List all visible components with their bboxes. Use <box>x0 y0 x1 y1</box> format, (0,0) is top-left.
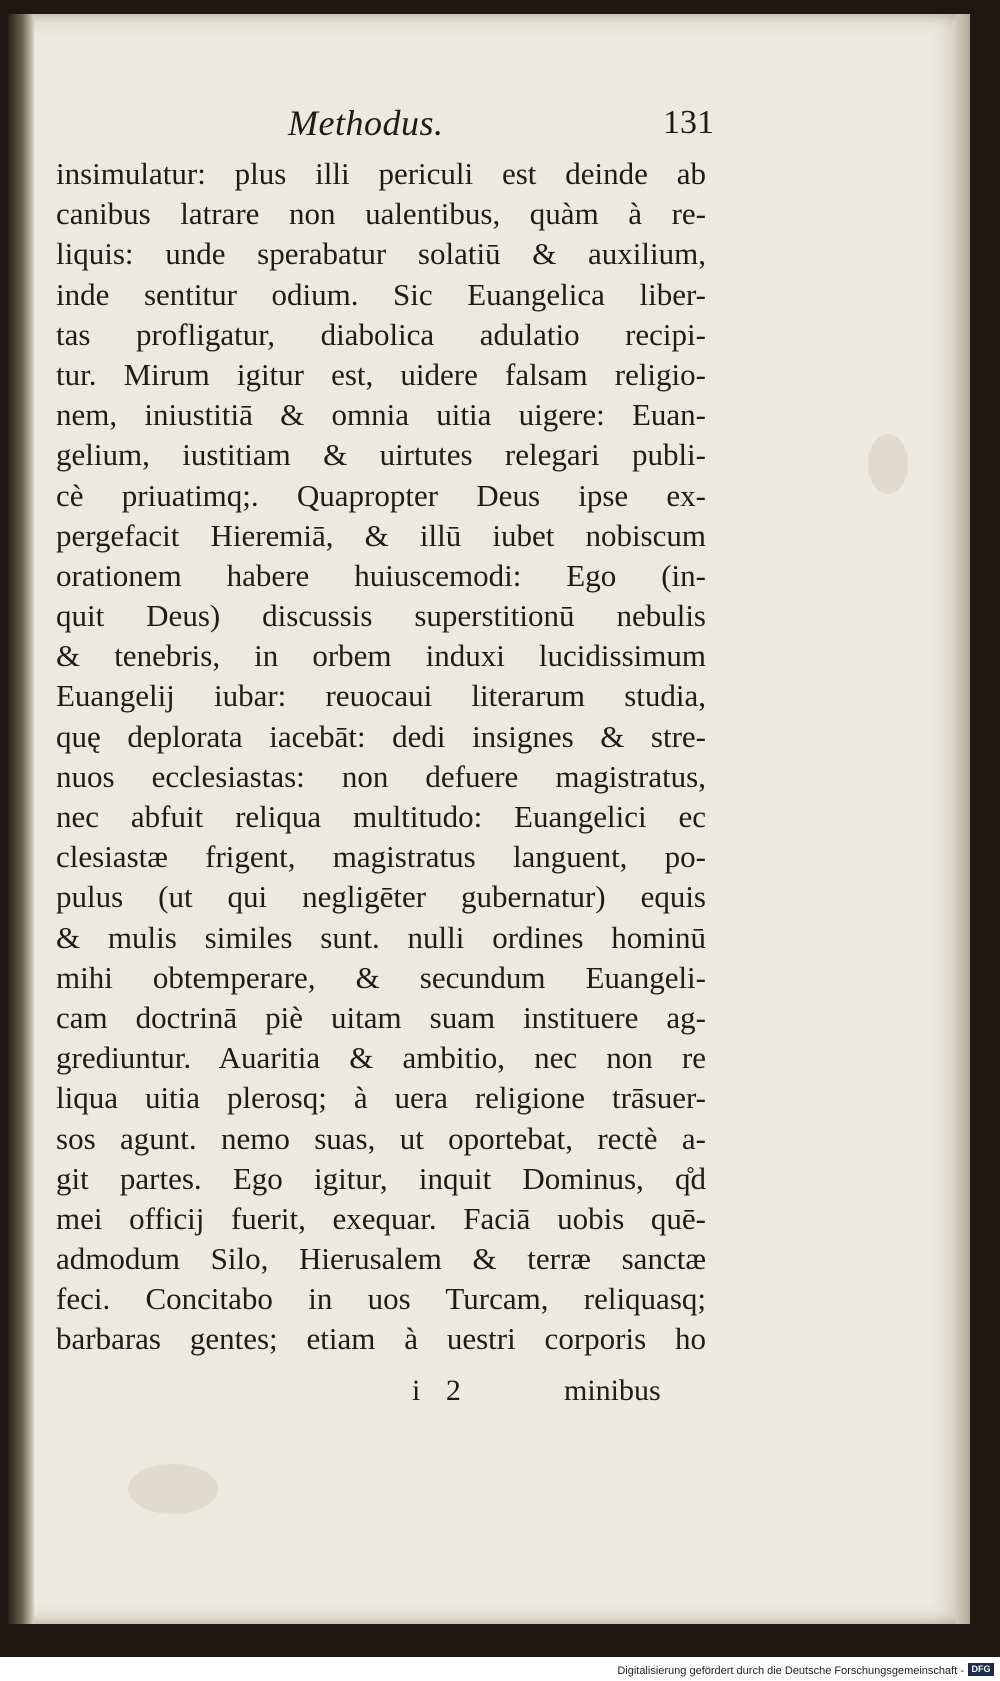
text-line: barbaras gentes; etiam à uestri corporis ho <box>56 1321 706 1357</box>
text-line: pulus (ut qui negligēter gubernatur) equis <box>56 879 706 915</box>
text-line: tas profligatur, diabolica adulatio recipi- <box>56 316 706 352</box>
text-line: mihi obtemperare, & secundum Euangeli- <box>56 959 706 995</box>
text-line: liqua uitia plerosq; à uera religione trāsuer- <box>56 1080 706 1116</box>
paper-stain <box>128 1464 218 1514</box>
text-line: feci. Concitabo in uos Turcam, reliquasq; <box>56 1281 706 1317</box>
text-line: clesiastæ frigent, magistratus languent, po- <box>56 839 706 875</box>
text-line: cam doctrinā piè uitam suam instituere ag- <box>56 999 706 1035</box>
text-line: gelium, iustitiam & uirtutes relegari publi- <box>56 437 706 473</box>
body-text <box>56 154 706 1360</box>
text-line: orationem habere huiuscemodi: Ego (in- <box>56 557 706 593</box>
text-line: canibus latrare non ualentibus, quàm à re- <box>56 196 706 232</box>
funding-credit: Digitalisierung gefördert durch die Deutsche Forschungsgemeinschaft - <box>617 1665 964 1677</box>
paper-stain <box>868 434 908 494</box>
text-line: insimulatur: plus illi periculi est deinde ab <box>56 156 706 191</box>
text-line: git partes. Ego igitur, inquit Dominus, q̊d <box>56 1160 706 1196</box>
text-line: quit Deus) discussis superstitionū nebulis <box>56 598 706 634</box>
text-line: cè priuatimq;. Quapropter Deus ipse ex- <box>56 477 706 513</box>
text-line: nec abfuit reliqua multitudo: Euangelici ec <box>56 799 706 834</box>
text-line: pergefacit Hieremiā, & illū iubet nobiscum <box>56 517 706 553</box>
text-line: mei officij fuerit, exequar. Faciā uobis quē- <box>56 1200 706 1236</box>
text-line: inde sentitur odium. Sic Euangelica liber- <box>56 276 706 312</box>
running-head: Methodus. <box>288 103 444 143</box>
text-line: & mulis similes sunt. nulli ordines hominū <box>56 919 706 955</box>
signature-mark: i 2 <box>412 1374 461 1407</box>
footer-strip <box>0 1657 1000 1681</box>
text-line: sos agunt. nemo suas, ut oportebat, rectè a- <box>56 1120 706 1156</box>
text-line: nem, iniustitiā & omnia uitia uigere: Euan- <box>56 397 706 433</box>
text-line: grediuntur. Auaritia & ambitio, nec non re <box>56 1040 706 1076</box>
text-line: tur. Mirum igitur est, uidere falsam religio- <box>56 356 706 392</box>
text-line: Euangelij iubar: reuocaui literarum studia, <box>56 678 706 714</box>
book-page <box>8 14 970 1624</box>
text-line: admodum Silo, Hierusalem & terræ sanctæ <box>56 1241 706 1277</box>
text-line: quę deplorata iacebāt: dedi insignes & stre- <box>56 718 706 754</box>
text-line: liquis: unde sperabatur solatiū & auxilium, <box>56 236 706 272</box>
text-line: & tenebris, in orbem induxi lucidissimum <box>56 638 706 674</box>
text-line: nuos ecclesiastas: non defuere magistratus, <box>56 758 706 794</box>
catchword: minibus <box>564 1374 661 1407</box>
dfg-logo-icon: DFG <box>968 1663 994 1676</box>
page-number: 131 <box>663 104 714 141</box>
page-edge <box>956 14 970 1624</box>
binding-gutter <box>8 14 34 1624</box>
